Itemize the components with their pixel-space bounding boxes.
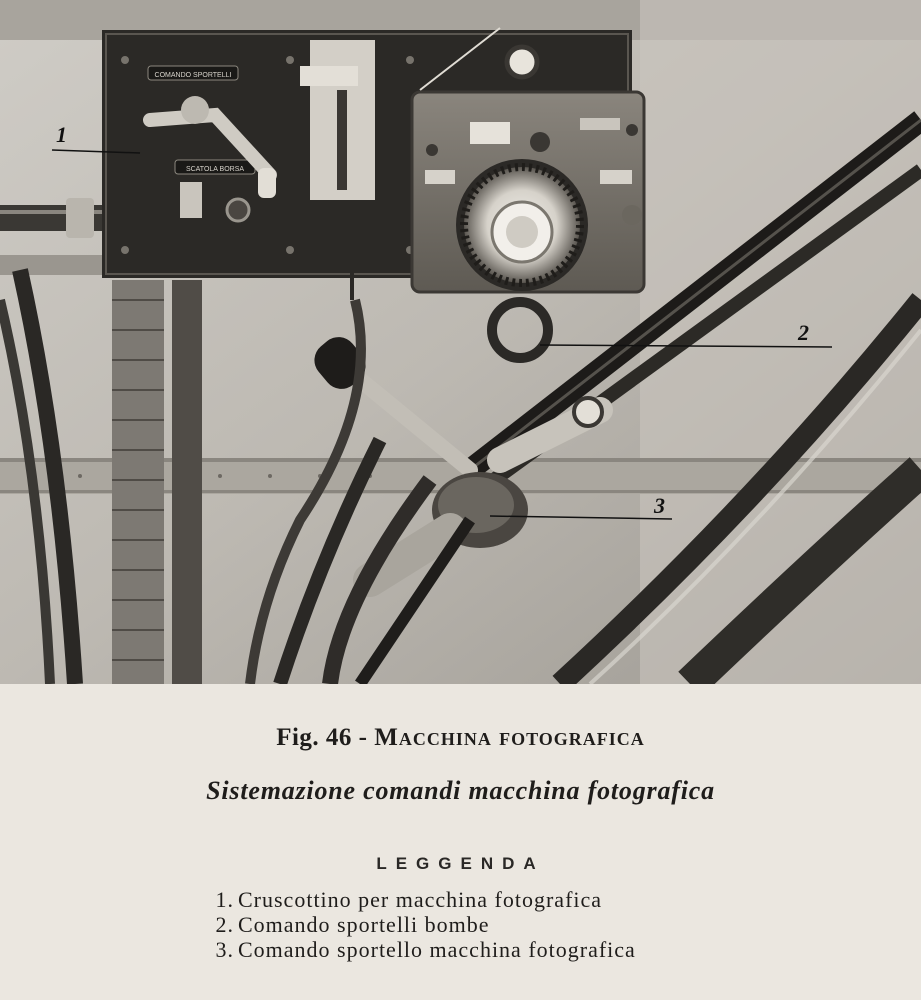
figure-number: Fig. 46 -: [276, 724, 368, 751]
legend-index: 1.: [215, 887, 234, 912]
callout-1: 1: [56, 122, 67, 147]
legend-text: Comando sportello macchina fotografica: [238, 937, 636, 962]
figure-subtitle: Sistemazione comandi macchina fotografica: [206, 776, 715, 805]
callout-3: 3: [654, 493, 665, 518]
legend-index: 3.: [215, 937, 234, 962]
legend-index: 2.: [215, 912, 234, 937]
figure-title-text: Macchina fotografica: [374, 724, 645, 751]
legend-item: [190, 887, 810, 912]
panel-plate-top: COMANDO SPORTELLI: [154, 72, 232, 79]
legend-text: Comando sportelli bombe: [238, 912, 490, 937]
figure-title: [0, 724, 921, 752]
legend-item: [190, 912, 810, 937]
legend-list: [190, 887, 810, 962]
panel-plate-mid: SCATOLA BORSA: [185, 166, 245, 173]
legend-item: [190, 937, 810, 962]
legend-text: Cruscottino per macchina fotografica: [238, 887, 603, 912]
figure-caption: [0, 684, 921, 1000]
callout-2: 2: [798, 320, 809, 345]
legend-title: LEGGENDA: [376, 854, 545, 873]
